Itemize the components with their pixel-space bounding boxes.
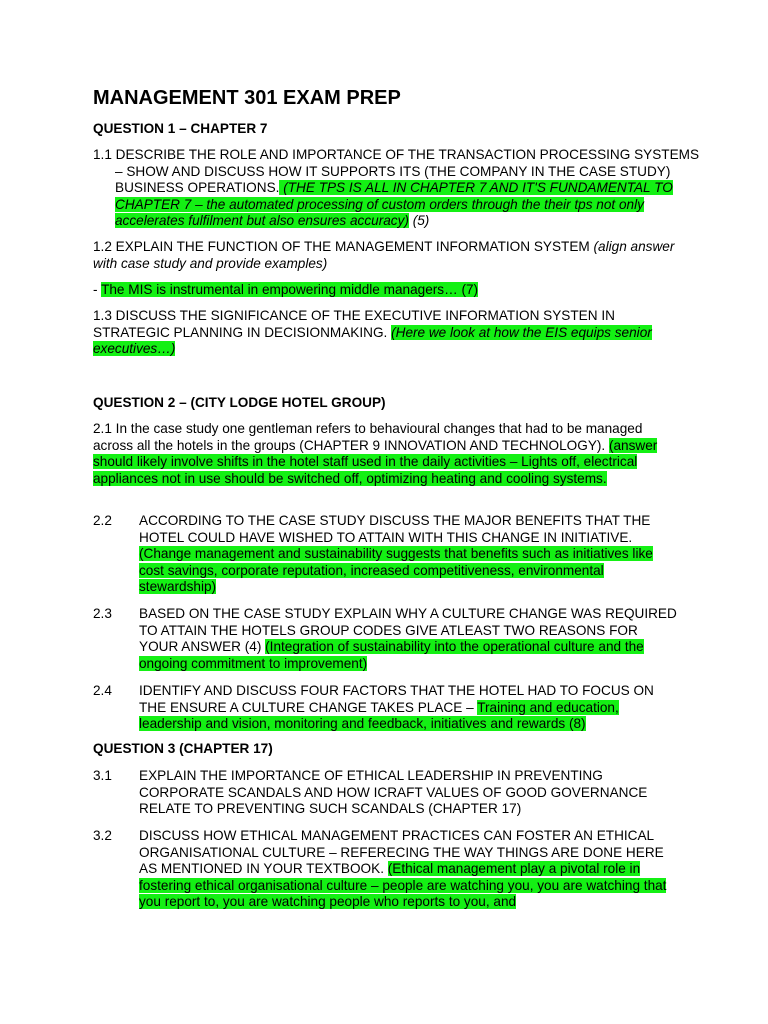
question-3-heading: QUESTION 3 (CHAPTER 17) (93, 741, 273, 756)
question-2-heading: QUESTION 2 – (CITY LODGE HOTEL GROUP) (93, 395, 386, 410)
question-number: 3.2 (93, 828, 112, 843)
highlighted-answer: (Ethical management play a pivotal role in fostering ethical organisational culture – people are watching you, you are watching that you report to, you are watching people who reports to you, and (139, 861, 667, 910)
question-number: 2.4 (93, 683, 112, 698)
question-2-2 (139, 513, 679, 596)
highlighted-answer: (Change management and sustainability suggests that benefits such as initiatives like cost savings, corporate reputation, increased competitiveness, environmental stewardship) (139, 546, 653, 595)
page-title: MANAGEMENT 301 EXAM PREP (93, 87, 401, 109)
highlighted-answer: (Integration of sustainability into the operational culture and the ongoing commitment to improvement) (139, 639, 644, 671)
question-2-3 (139, 606, 679, 672)
question-1-2-answer (93, 282, 683, 299)
highlighted-answer: The MIS is instrumental in empowering middle managers… (7) (101, 282, 479, 297)
question-1-2 (93, 239, 683, 272)
question-1-1 (93, 147, 705, 230)
question-2-1 (93, 421, 679, 487)
question-text: DISCUSS HOW ETHICAL MANAGEMENT PRACTICES CAN FOSTER AN ETHICAL ORGANISATIONAL CULTURE – REFERECING THE WAY THINGS ARE DONE HERE AS MENTIONED IN YOUR TEXTBOOK. (139, 828, 664, 877)
question-number: 2.3 (93, 606, 112, 621)
question-text: BASED ON THE CASE STUDY EXPLAIN WHY A CULTURE CHANGE WAS REQUIRED TO ATTAIN THE HOTELS GROUP CODES GIVE ATLEAST TWO REASONS FOR YOUR ANSWER (4) (139, 606, 677, 655)
question-1-3 (93, 308, 683, 358)
question-text: 2.1 In the case study one gentleman refers to behavioural changes that had to be managed across all the hotels in the groups (CHAPTER 9 INNOVATION AND TECHNOLOGY). (93, 421, 643, 453)
highlighted-answer: Training and education, leadership and vision, monitoring and feedback, initiatives and rewards (8) (139, 699, 619, 732)
question-text: ACCORDING TO THE CASE STUDY DISCUSS THE MAJOR BENEFITS THAT THE HOTEL COULD HAVE WISHED TO ATTAIN WITH THIS CHANGE IN INITIATIVE. (139, 513, 651, 545)
question-number: 3.1 (93, 768, 112, 783)
highlighted-answer: (Here we look at how the EIS equips senior executives…) (93, 324, 652, 357)
question-3-1 (139, 768, 679, 818)
question-2-4 (139, 683, 679, 733)
question-text: 1.3 DISCUSS THE SIGNIFICANCE OF THE EXECUTIVE INFORMATION SYSTEN IN STRATEGIC PLANNING IN DECISIONMAKING. (93, 308, 615, 340)
bullet-dash: - (93, 282, 102, 297)
question-text: EXPLAIN THE IMPORTANCE OF ETHICAL LEADERSHIP IN PREVENTING CORPORATE SCANDALS AND HOW ICRAFT VALUES OF GOOD GOVERNANCE RELATE TO PREVENTING SUCH SCANDALS (CHAPTER 17) (139, 768, 648, 817)
question-text: 1.1 DESCRIBE THE ROLE AND IMPORTANCE OF THE TRANSACTION PROCESSING SYSTEMS – SHOW AND DISCUSS HOW IT SUPPORTS ITS (THE COMPANY IN THE CASE STUDY) BUSINESS OPERATIONS. (93, 147, 700, 196)
instruction-note: (align answer with case study and provide examples) (93, 239, 675, 271)
marks: (5) (408, 213, 430, 229)
question-1-heading: QUESTION 1 – CHAPTER 7 (93, 121, 268, 136)
question-text: IDENTIFY AND DISCUSS FOUR FACTORS THAT THE HOTEL HAD TO FOCUS ON THE ENSURE A CULTURE CHANGE TAKES PLACE – (139, 683, 654, 715)
question-text: 1.2 EXPLAIN THE FUNCTION OF THE MANAGEMENT INFORMATION SYSTEM (93, 239, 590, 254)
question-number: 2.2 (93, 513, 112, 528)
highlighted-answer: (answer should likely involve shifts in the hotel staff used in the daily activities – Lights off, electrical appliances not in use should be switched off, optimizing heating and cooling systems. (93, 437, 658, 486)
highlighted-answer: (THE TPS IS ALL IN CHAPTER 7 AND IT'S FUNDAMENTAL TO CHAPTER 7 – the automated processing of custom orders through the their tps not only accelerates fulfilment but also ensures accuracy) (115, 180, 673, 229)
question-3-2 (139, 828, 679, 911)
